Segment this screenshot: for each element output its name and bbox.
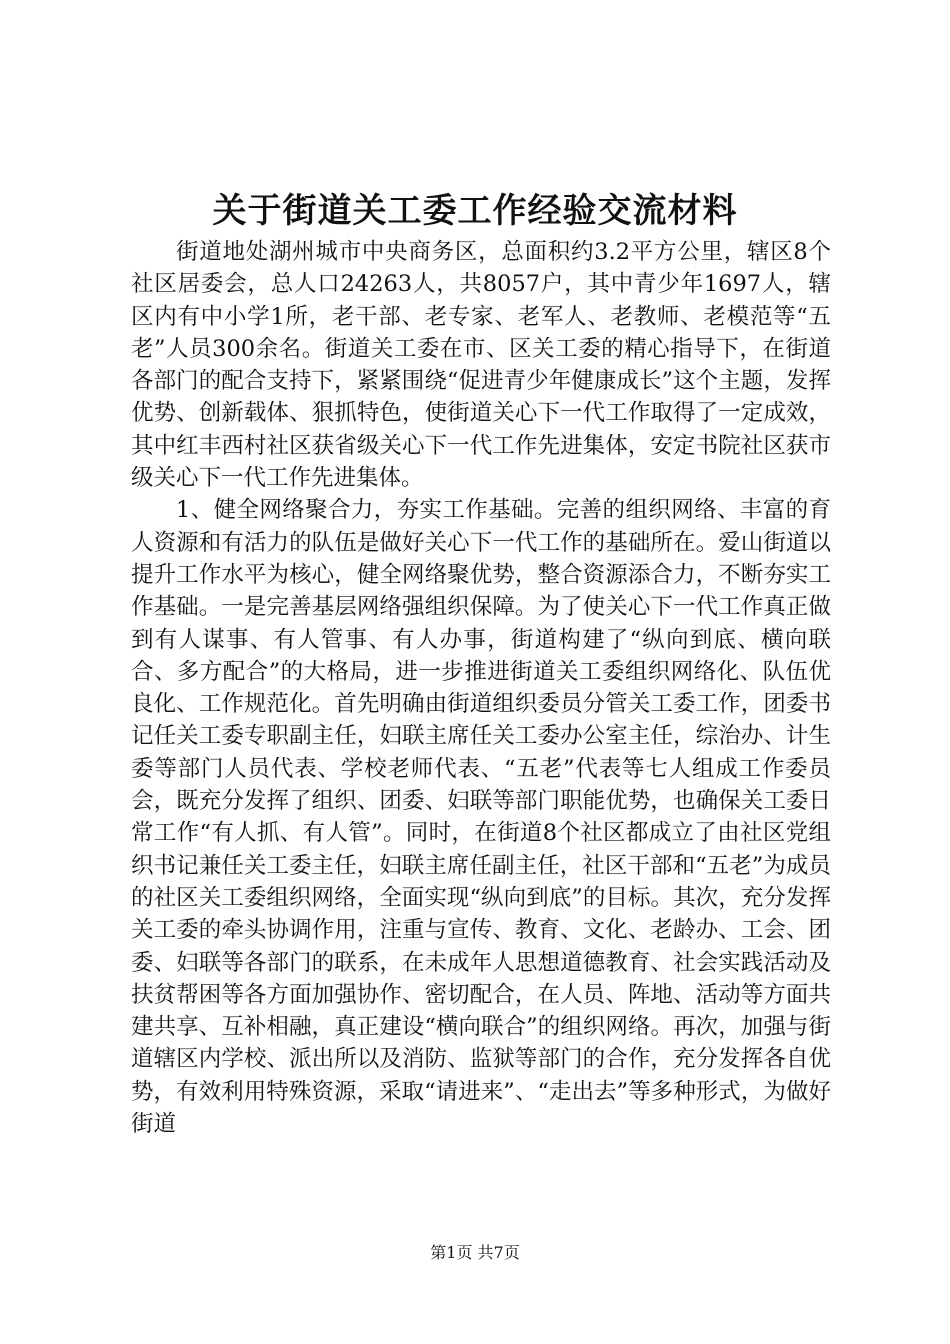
document-body xyxy=(131,236,831,1140)
paragraph-intro: 街道地处湖州城市中央商务区，总面积约3.2平方公里，辖区8个社区居委会，总人口24263人，共8057户，其中青少年1697人，辖区内有中小学1所，老干部、老专家、老军人、老教师、老模范等“五老”人员300余名。街道关工委在市、区关工委的精心指导下，在街道各部门的配合支持下，紧紧围绕“促进青少年健康成长”这个主题，发挥优势、创新载体、狠抓特色，使街道关心下一代工作取得了一定成效，其中红丰西村社区获省级关心下一代工作先进集体，安定书院社区获市级关心下一代工作先进集体。 xyxy=(131,239,831,492)
paragraph-section-1: 1、健全网络聚合力，夯实工作基础。完善的组织网络、丰富的育人资源和有活力的队伍是做好关心下一代工作的基础所在。爱山街道以提升工作水平为核心，健全网络聚优势，整合资源添合力，不断夯实工作基础。一是完善基层网络强组织保障。为了使关心下一代工作真正做到有人谋事、有人管事、有人办事，街道构建了“纵向到底、横向联合、多方配合”的大格局，进一步推进街道关工委组织网络化、队伍优良化、工作规范化。首先明确由街道组织委员分管关工委工作，团委书记任关工委专职副主任，妇联主席任关工委办公室主任，综治办、计生委等部门人员代表、学校老师代表、“五老”代表等七人组成工作委员会，既充分发挥了组织、团委、妇联等部门职能优势，也确保关工委日常工作“有人抓、有人管”。同时，在街道8个社区都成立了由社区党组织书记兼任关工委主任，妇联主席任副主任，社区干部和“五老”为成员的社区关工委组织网络，全面实现“纵向到底”的目标。其次，充分发挥关工委的牵头协调作用，注重与宣传、教育、文化、老龄办、工会、团委、妇联等各部门的联系，在未成年人思想道德教育、社会实践活动及扶贫帮困等各方面加强协作、密切配合，在人员、阵地、活动等方面共建共享、互补相融，真正建设“横向联合”的组织网络。再次，加强与街道辖区内学校、派出所以及消防、监狱等部门的合作，充分发挥各自优势，有效利用特殊资源，采取“请进来”、“走出去”等多种形式，为做好街道 xyxy=(131,497,831,1138)
page-number: 第1页 共7页 xyxy=(430,1243,520,1262)
document-title: 关于街道关工委工作经验交流材料 xyxy=(212,191,738,231)
